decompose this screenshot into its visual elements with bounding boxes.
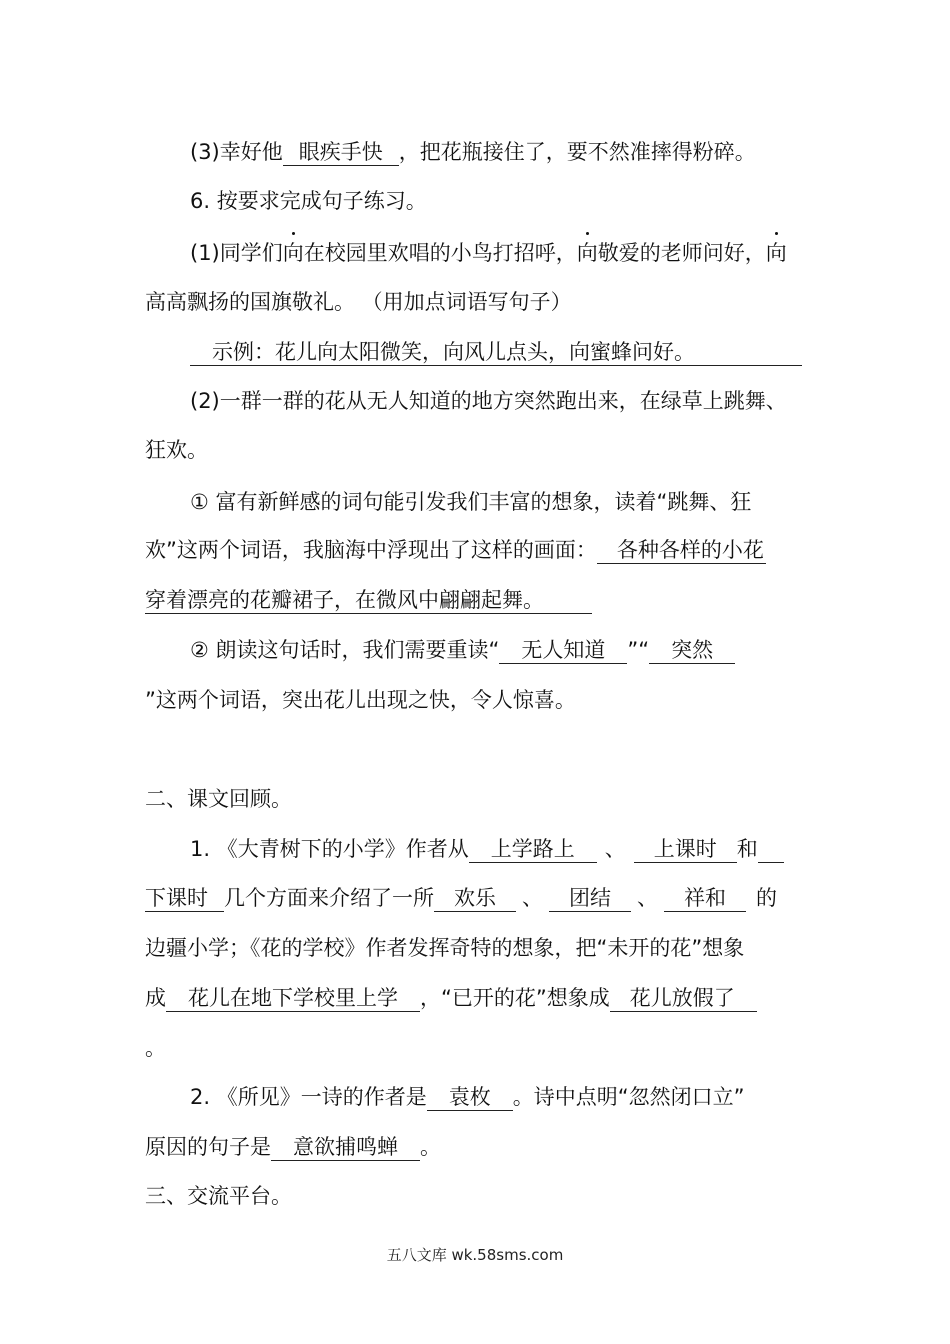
section3-heading: 三、交流平台。 bbox=[145, 1184, 292, 1208]
s2-2-answer-1: 袁枚 bbox=[427, 1084, 513, 1111]
q6-2-2-prefix: ② 朗读这句话时，我们需要重读“ bbox=[190, 638, 500, 662]
q6-heading: 6. 按要求完成句子练习。 bbox=[190, 189, 427, 213]
q6-1-line1 bbox=[190, 238, 787, 268]
q6-2-1-answer-a: 各种各样的小花 bbox=[597, 537, 766, 564]
s2-1-line2 bbox=[145, 883, 777, 913]
section2-heading: 二、课文回顾。 bbox=[145, 787, 292, 811]
s2-1-sep-4: 、 bbox=[637, 886, 658, 910]
q6-2-line1: (2)一群一群的花从无人知道的地方突然跑出来，在绿草上跳舞、 bbox=[190, 389, 787, 413]
q6-2-2-answer-1: 无人知道 bbox=[499, 637, 627, 664]
s2-1-answer-2: 上课时 bbox=[634, 836, 737, 863]
q6-1-answer-line bbox=[190, 337, 802, 367]
s2-1-line3: 边疆小学；《花的学校》作者发挥奇特的想象，把“未开的花”想象 bbox=[145, 936, 745, 960]
q5-3-suffix: ，把花瓶接住了，要不然准摔得粉碎。 bbox=[398, 140, 756, 164]
s2-1-line4 bbox=[145, 983, 757, 1013]
footer-watermark: 五八文库 wk.58sms.com bbox=[386, 1246, 564, 1264]
s2-1-answer-3: 下课时 bbox=[145, 885, 224, 912]
q6-1-dotted-word-2: 向 bbox=[577, 238, 598, 268]
s2-1-answer-1: 上学路上 bbox=[469, 836, 597, 863]
s2-1-prefix: 1. 《大青树下的小学》作者从 bbox=[190, 837, 469, 861]
s2-2-line2-prefix: 原因的句子是 bbox=[145, 1135, 271, 1159]
q6-2-2-line1 bbox=[190, 635, 735, 665]
s2-1-line4-prefix: 成 bbox=[145, 986, 166, 1010]
q6-2-1-line3 bbox=[145, 585, 592, 615]
q5-3-answer: 眼疾手快 bbox=[283, 139, 399, 166]
q5-3-line bbox=[190, 137, 756, 167]
q5-3-prefix: (3)幸好他 bbox=[190, 140, 283, 164]
s2-2-line2 bbox=[145, 1132, 441, 1162]
q6-1-text-a: (1)同学们 bbox=[190, 241, 283, 265]
q6-1-dotted-word-1: 向 bbox=[283, 238, 304, 268]
s2-1-answer-5: 团结 bbox=[549, 885, 631, 912]
q6-2-2-answer-2: 突然 bbox=[649, 637, 735, 664]
s2-1-answer-6: 祥和 bbox=[664, 885, 746, 912]
s2-1-answer-8: 花儿放假了 bbox=[610, 985, 757, 1012]
q6-2-line2: 狂欢。 bbox=[145, 438, 208, 462]
s2-1-answer-4: 欢乐 bbox=[434, 885, 516, 912]
s2-1-sep-1: 、 bbox=[604, 837, 626, 861]
s2-1-sep-2: 和 bbox=[736, 837, 758, 861]
q6-2-2-line2: ”这两个词语，突出花儿出现之快，令人惊喜。 bbox=[145, 688, 576, 712]
q6-1-text-c: 敬爱的老师问好， bbox=[597, 241, 766, 265]
s2-2-line1 bbox=[190, 1082, 744, 1112]
q6-1-answer: 示例：花儿向太阳微笑，向风儿点头，向蜜蜂问好。 bbox=[190, 339, 802, 366]
q6-2-1-answer-b: 穿着漂亮的花瓣裙子，在微风中翩翩起舞。 bbox=[145, 587, 592, 614]
q6-1-text-b: 在校园里欢唱的小鸟打招呼， bbox=[303, 241, 577, 265]
s2-1-line5: 。 bbox=[145, 1036, 166, 1060]
s2-1-end: 的 bbox=[756, 886, 777, 910]
q6-2-2-mid: ”“ bbox=[627, 638, 650, 662]
s2-1-line4-mid: ，“已开的花”想象成 bbox=[420, 986, 610, 1010]
s2-1-answer-3-lead bbox=[758, 836, 784, 863]
s2-1-mid: 几个方面来介绍了一所 bbox=[224, 886, 434, 910]
q6-2-1-line2 bbox=[145, 535, 766, 565]
s2-1-sep-3: 、 bbox=[522, 886, 543, 910]
q6-1-dotted-word-3: 向 bbox=[766, 238, 787, 268]
s2-1-line1 bbox=[190, 834, 784, 864]
q6-2-1-prefix: 欢”这两个词语，我脑海中浮现出了这样的画面： bbox=[145, 538, 597, 562]
s2-1-answer-7: 花儿在地下学校里上学 bbox=[166, 985, 420, 1012]
q6-1-line2: 高高飘扬的国旗敬礼。 （用加点词语写句子） bbox=[145, 290, 572, 314]
s2-2-mid: 。诗中点明“忽然闭口立” bbox=[512, 1085, 745, 1109]
q6-2-1-line1: ① 富有新鲜感的词句能引发我们丰富的想象，读着“跳舞、狂 bbox=[190, 490, 752, 514]
s2-2-line2-end: 。 bbox=[420, 1135, 441, 1159]
s2-2-answer-2: 意欲捕鸣蝉 bbox=[271, 1134, 420, 1161]
s2-2-prefix: 2. 《所见》一诗的作者是 bbox=[190, 1085, 427, 1109]
